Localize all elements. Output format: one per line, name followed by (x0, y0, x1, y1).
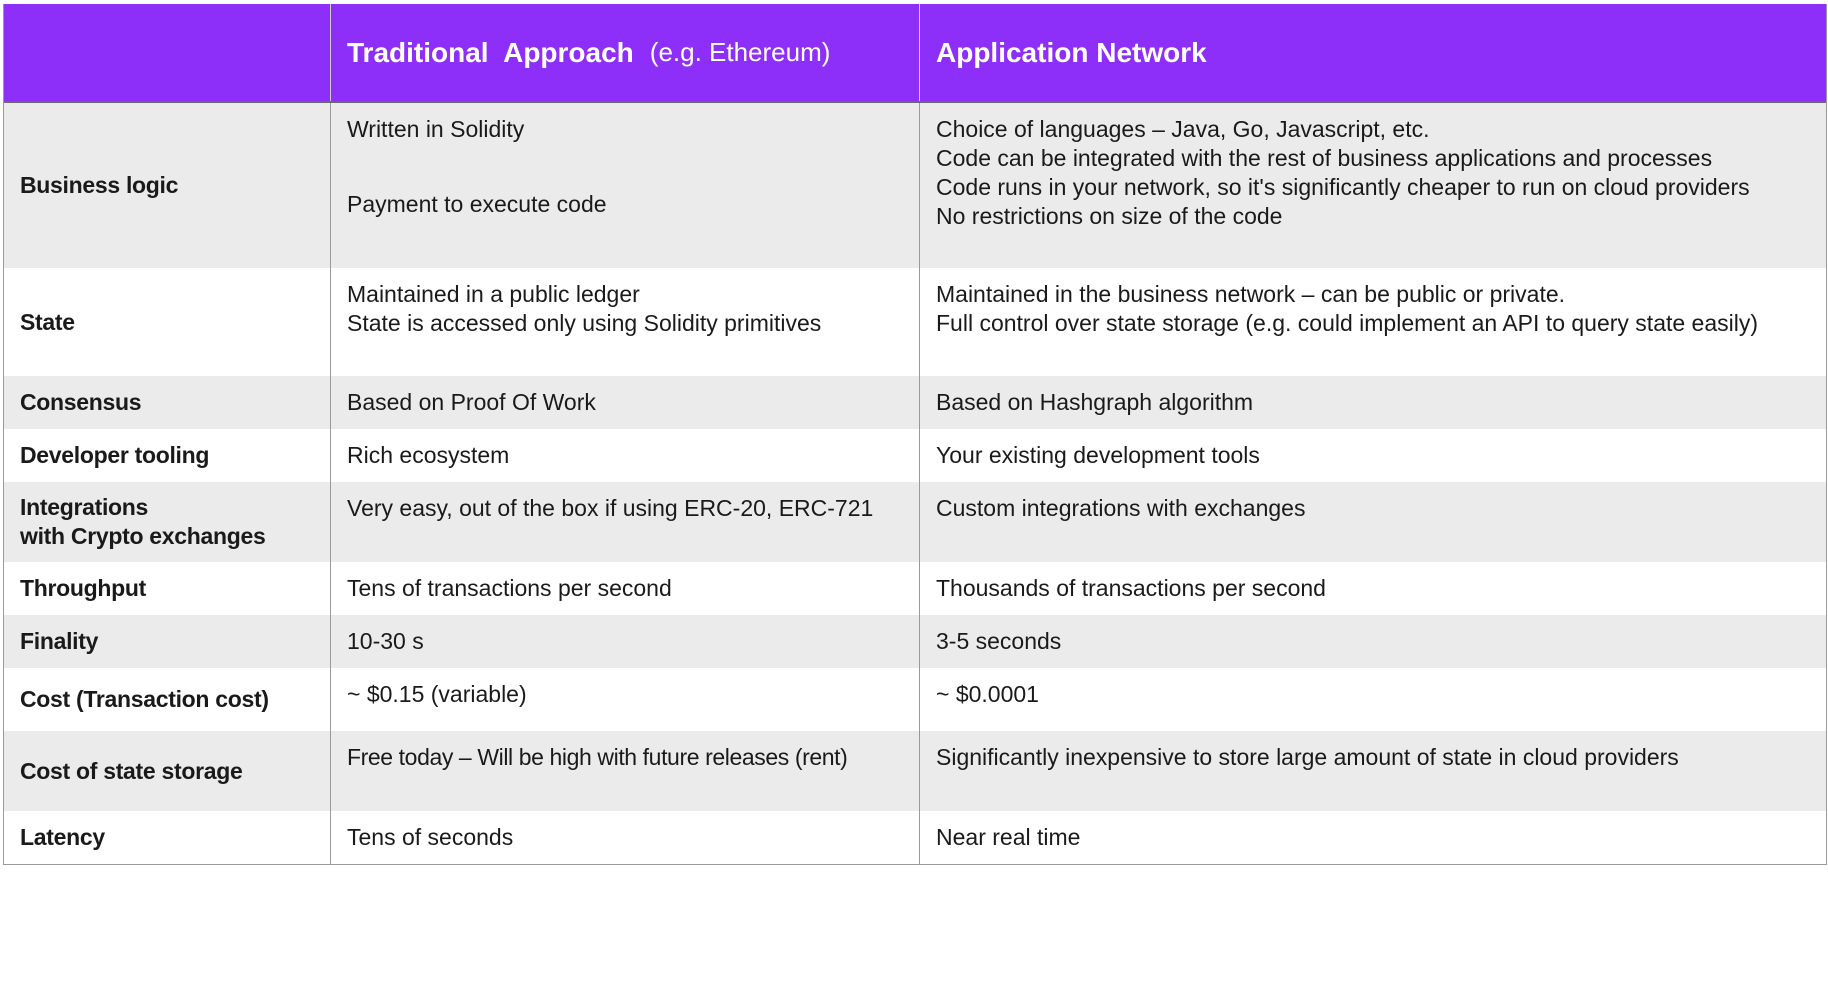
network-cell (919, 811, 1826, 864)
network-line: Choice of languages – Java, Go, Javascript, etc. (936, 116, 1430, 142)
table-row (4, 668, 1826, 731)
network-cell (919, 429, 1826, 482)
header-traditional-subtitle: (e.g. Ethereum) (649, 37, 831, 67)
network-cell (919, 103, 1826, 268)
feature-cell: Throughput (20, 575, 147, 601)
traditional-line: Based on Proof Of Work (347, 389, 596, 415)
network-line: Full control over state storage (e.g. could implement an API to query state easily) (936, 310, 1759, 336)
traditional-line: Written in Solidity (347, 116, 525, 142)
feature-cell: Cost (Transaction cost) (20, 686, 269, 712)
table-row (4, 811, 1826, 864)
line-spacer (347, 144, 903, 190)
network-cell (919, 615, 1826, 668)
table-row (4, 103, 1826, 268)
header-network-cell: Application Network (919, 4, 1826, 101)
traditional-cell (330, 731, 919, 811)
traditional-cell (330, 668, 919, 731)
traditional-cell (330, 562, 919, 615)
feature-cell: Business logic (20, 172, 179, 198)
header-traditional-title: Traditional Approach (347, 37, 634, 68)
traditional-line: State is accessed only using Solidity primitives (347, 310, 822, 336)
network-line: Code can be integrated with the rest of business applications and processes (936, 145, 1713, 171)
feature-cell: State (20, 308, 75, 335)
traditional-cell (330, 429, 919, 482)
network-line: 3-5 seconds (936, 628, 1062, 654)
network-cell (919, 268, 1826, 376)
traditional-line: Free today – Will be high with future releases (rent) (347, 744, 848, 770)
network-line: No restrictions on size of the code (936, 203, 1283, 229)
traditional-cell (330, 103, 919, 268)
traditional-line: Payment to execute code (347, 191, 607, 217)
table-row (4, 562, 1826, 615)
table-row (4, 268, 1826, 376)
comparison-table (3, 4, 1827, 865)
traditional-line: ~ $0.15 (variable) (347, 681, 527, 707)
traditional-cell (330, 615, 919, 668)
traditional-line: Tens of seconds (347, 824, 514, 850)
table-row (4, 429, 1826, 482)
traditional-line: Maintained in a public ledger (347, 281, 640, 307)
network-line: Based on Hashgraph algorithm (936, 389, 1254, 415)
network-cell (919, 668, 1826, 731)
network-cell (919, 562, 1826, 615)
header-traditional-cell (330, 4, 919, 101)
feature-cell: Finality (20, 628, 99, 654)
feature-line: Integrations (20, 494, 149, 520)
feature-cell: Latency (20, 824, 105, 850)
traditional-line: 10-30 s (347, 628, 424, 654)
table-row (4, 615, 1826, 668)
network-line: Maintained in the business network – can be public or private. (936, 281, 1566, 307)
traditional-cell (330, 482, 919, 562)
traditional-line: Very easy, out of the box if using ERC-20, ERC-721 (347, 495, 874, 521)
traditional-cell (330, 811, 919, 864)
feature-cell: Consensus (20, 389, 142, 415)
network-line: Significantly inexpensive to store large amount of state in cloud providers (936, 744, 1679, 770)
table-row (4, 731, 1826, 811)
network-cell (919, 376, 1826, 429)
header-feature-cell (4, 4, 330, 101)
traditional-line: Rich ecosystem (347, 442, 510, 468)
network-cell (919, 482, 1826, 562)
network-line: Your existing development tools (936, 442, 1260, 468)
network-line: Thousands of transactions per second (936, 575, 1326, 601)
feature-cell: Cost of state storage (20, 757, 243, 784)
network-line: Custom integrations with exchanges (936, 495, 1306, 521)
feature-cell (4, 482, 330, 562)
table-row (4, 482, 1826, 562)
traditional-cell (330, 268, 919, 376)
network-line: ~ $0.0001 (936, 681, 1039, 707)
network-cell (919, 731, 1826, 811)
traditional-cell (330, 376, 919, 429)
feature-line: with Crypto exchanges (20, 523, 266, 549)
feature-cell: Developer tooling (20, 442, 210, 468)
network-line: Near real time (936, 824, 1081, 850)
table-header (4, 4, 1826, 103)
network-line: Code runs in your network, so it's significantly cheaper to run on cloud providers (936, 174, 1750, 200)
table-row (4, 376, 1826, 429)
traditional-line: Tens of transactions per second (347, 575, 672, 601)
